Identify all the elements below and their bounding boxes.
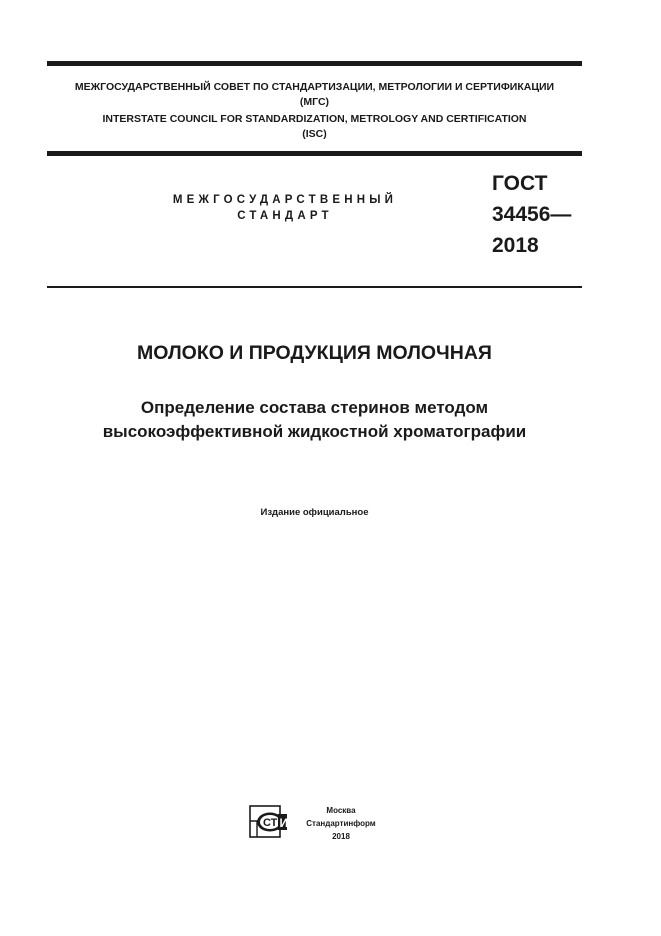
publisher-name: Стандартинформ xyxy=(306,819,376,828)
council-name-ru-line: МЕЖГОСУДАРСТВЕННЫЙ СОВЕТ ПО СТАНДАРТИЗАЦИИ, МЕТРОЛОГИИ И СЕРТИФИКАЦИИ xyxy=(74,81,555,93)
gost-label: ГОСТ xyxy=(492,172,548,195)
gost-number xyxy=(492,168,571,261)
standard-kind-line2: СТАНДАРТ xyxy=(237,210,333,222)
publisher-city: Москва xyxy=(326,806,356,815)
standard-kind xyxy=(140,192,430,224)
standard-kind-line1: МЕЖГОСУДАРСТВЕННЫЙ xyxy=(172,194,398,206)
gost-code: 34456— xyxy=(492,203,572,226)
council-name-en-line: INTERSTATE COUNCIL FOR STANDARDIZATION, METROLOGY AND CERTIFICATION xyxy=(102,113,527,125)
top-divider xyxy=(47,61,582,66)
publisher-info xyxy=(296,804,386,843)
edition-note: Издание официальное xyxy=(260,507,369,518)
subtitle-line1: Определение состава стеринов методом xyxy=(140,398,489,417)
council-abbr-ru: (МГС) xyxy=(299,96,330,108)
subtitle-line2: высокоэффективной жидкостной хроматографии xyxy=(102,422,527,441)
standartinform-logo-icon xyxy=(249,805,289,838)
document-title: МОЛОКО И ПРОДУКЦИЯ МОЛОЧНАЯ xyxy=(137,342,492,364)
council-abbr-en: (ISC) xyxy=(302,128,327,140)
svg-text:И: И xyxy=(279,816,289,830)
middle-divider xyxy=(47,151,582,156)
publisher-year: 2018 xyxy=(332,832,350,841)
svg-text:СТ: СТ xyxy=(263,817,278,829)
thin-divider xyxy=(47,286,582,288)
document-subtitle xyxy=(47,396,582,444)
gost-year: 2018 xyxy=(492,234,539,257)
council-name-en xyxy=(47,112,582,142)
council-name-ru xyxy=(47,80,582,110)
